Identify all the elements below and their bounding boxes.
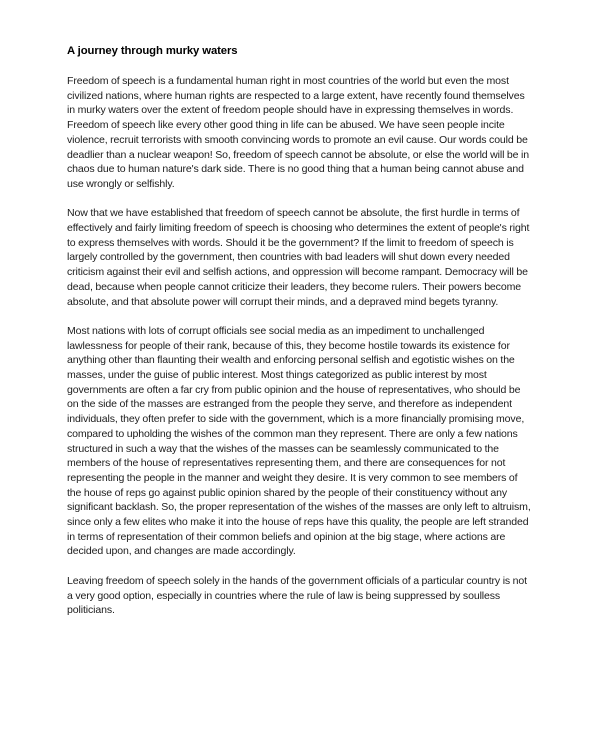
paragraph: Now that we have established that freedom of speech cannot be absolute, the first hurdle in terms of effectively and fairly limiting freedom of speech is choosing who determines the extent of people's right to express themselves with words. Should it be the government? If the limit to freedom of speech is largely controlled by the government, then countries with bad leaders will shut down every needed criticism against their evil and selfish actions, and oppression will become rampant. Democracy will be dead, because when people cannot criticize their leaders, they become rulers. Their powers become absolute, and that absolute power will corrupt their minds, and a depraved mind begets tyranny. [67,207,530,308]
document-content [67,44,534,633]
paragraph: Leaving freedom of speech solely in the hands of the government officials of a particular country is not a very good option, especially in countries where the rule of law is being suppressed by soulless politicians. [67,574,527,617]
document-body [67,74,534,618]
paragraph: Most nations with lots of corrupt officials see social media as an impediment to unchallenged lawlessness for people of their rank, because of this, they become hostile towards its existence for anything other than flaunting their wealth and enforcing personal selfish and egotistic wishes on the masses, under the guise of public interest. Most things categorized as public interest by most governments are often a far cry from public opinion and the house of representatives, who should be on the side of the masses are estranged from the people they serve, and therefore as independent individuals, they often prefer to side with the government, which is a more financially promising move, compared to upholding the wishes of the common man they represent. There are only a few nations structured in such a way that the wishes of the masses can be seamlessly communicated to the members of the house of representatives representing them, and there are consequences for not representing the people in the manner and weight they desire. It is very common to see members of the house of reps go against public opinion shared by the people of their constituency without any significant backlash. So, the proper representation of the wishes of the masses are only left to altruism, since only a few elites who make it into the house of reps have this quality, the people are left stranded in terms of representation of their common beliefs and opinion at the big stage, where actions are decided upon, and changes are made accordingly. [67,324,531,558]
paragraph: Freedom of speech is a fundamental human right in most countries of the world but even the most civilized nations, where human rights are respected to a large extent, have recently found themselves in murky waters over the extent of freedom people should have in expressing themselves in words. Freedom of speech like every other good thing in life can be abused. We have seen people incite violence, recruit terrorists with smooth convincing words to promote an evil cause. Our words could be deadlier than a nuclear weapon! So, freedom of speech cannot be absolute, or else the world will be in chaos due to human nature's dark side. There is no good thing that a human being cannot abuse and use wrongly or selfishly. [67,75,529,190]
document-title: A journey through murky waters [67,45,238,57]
